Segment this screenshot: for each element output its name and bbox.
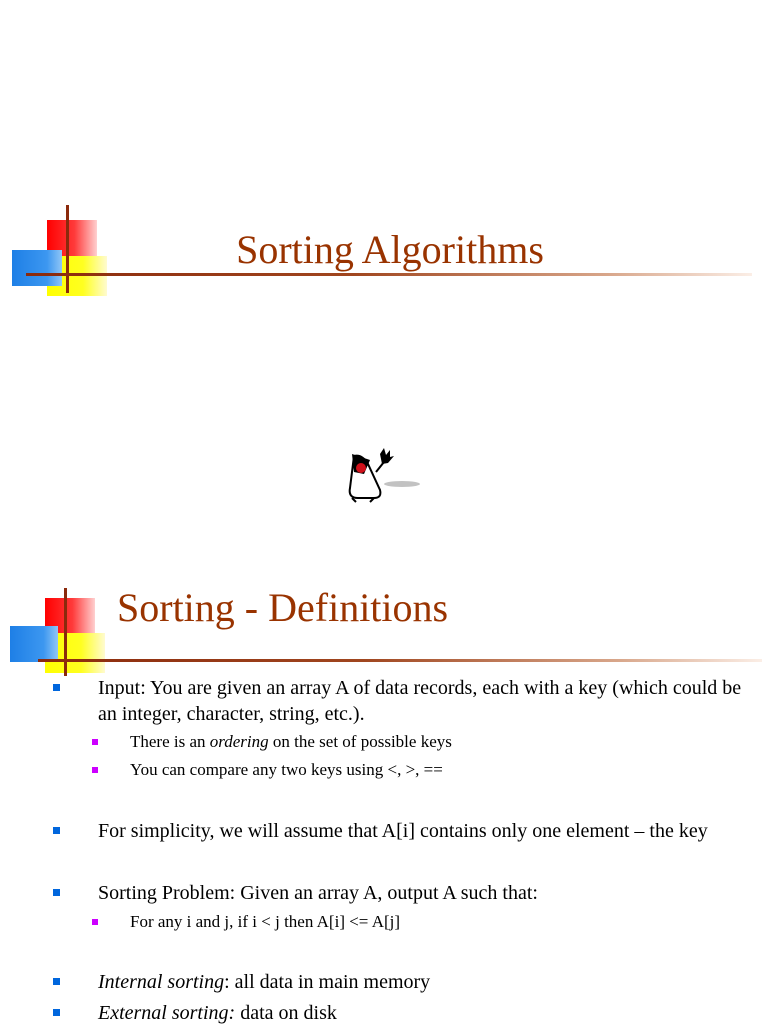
square-bullet-icon [92, 739, 98, 745]
square-bullet-icon [92, 919, 98, 925]
square-bullet-icon [53, 889, 60, 896]
list-item: You can compare any two keys using <, >, == [130, 759, 750, 781]
square-bullet-icon [53, 1009, 60, 1016]
list-item: For any i and j, if i < j then A[i] <= A[j] [130, 911, 750, 933]
square-bullet-icon [53, 684, 60, 691]
square-bullet-icon [92, 767, 98, 773]
list-item: Sorting Problem: Given an array A, output A such that: [98, 880, 758, 906]
definitions-slide [0, 560, 768, 1024]
list-item: For simplicity, we will assume that A[i] contains only one element – the key [98, 818, 758, 844]
list-item: Internal sorting: all data in main memory [98, 969, 758, 995]
title-underline [26, 273, 752, 276]
slide-title: Sorting - Definitions [117, 585, 449, 630]
duke-mascot-icon [340, 444, 424, 506]
square-bullet-icon [53, 978, 60, 985]
list-item: External sorting: data on disk [98, 1000, 758, 1026]
list-item: There is an ordering on the set of possible keys [130, 731, 750, 753]
square-bullet-icon [53, 827, 60, 834]
list-item: Input: You are given an array A of data records, each with a key (which could be an integer, character, string, etc.). [98, 675, 758, 727]
slide-title: Sorting Algorithms [236, 227, 544, 272]
title-underline [38, 659, 762, 662]
